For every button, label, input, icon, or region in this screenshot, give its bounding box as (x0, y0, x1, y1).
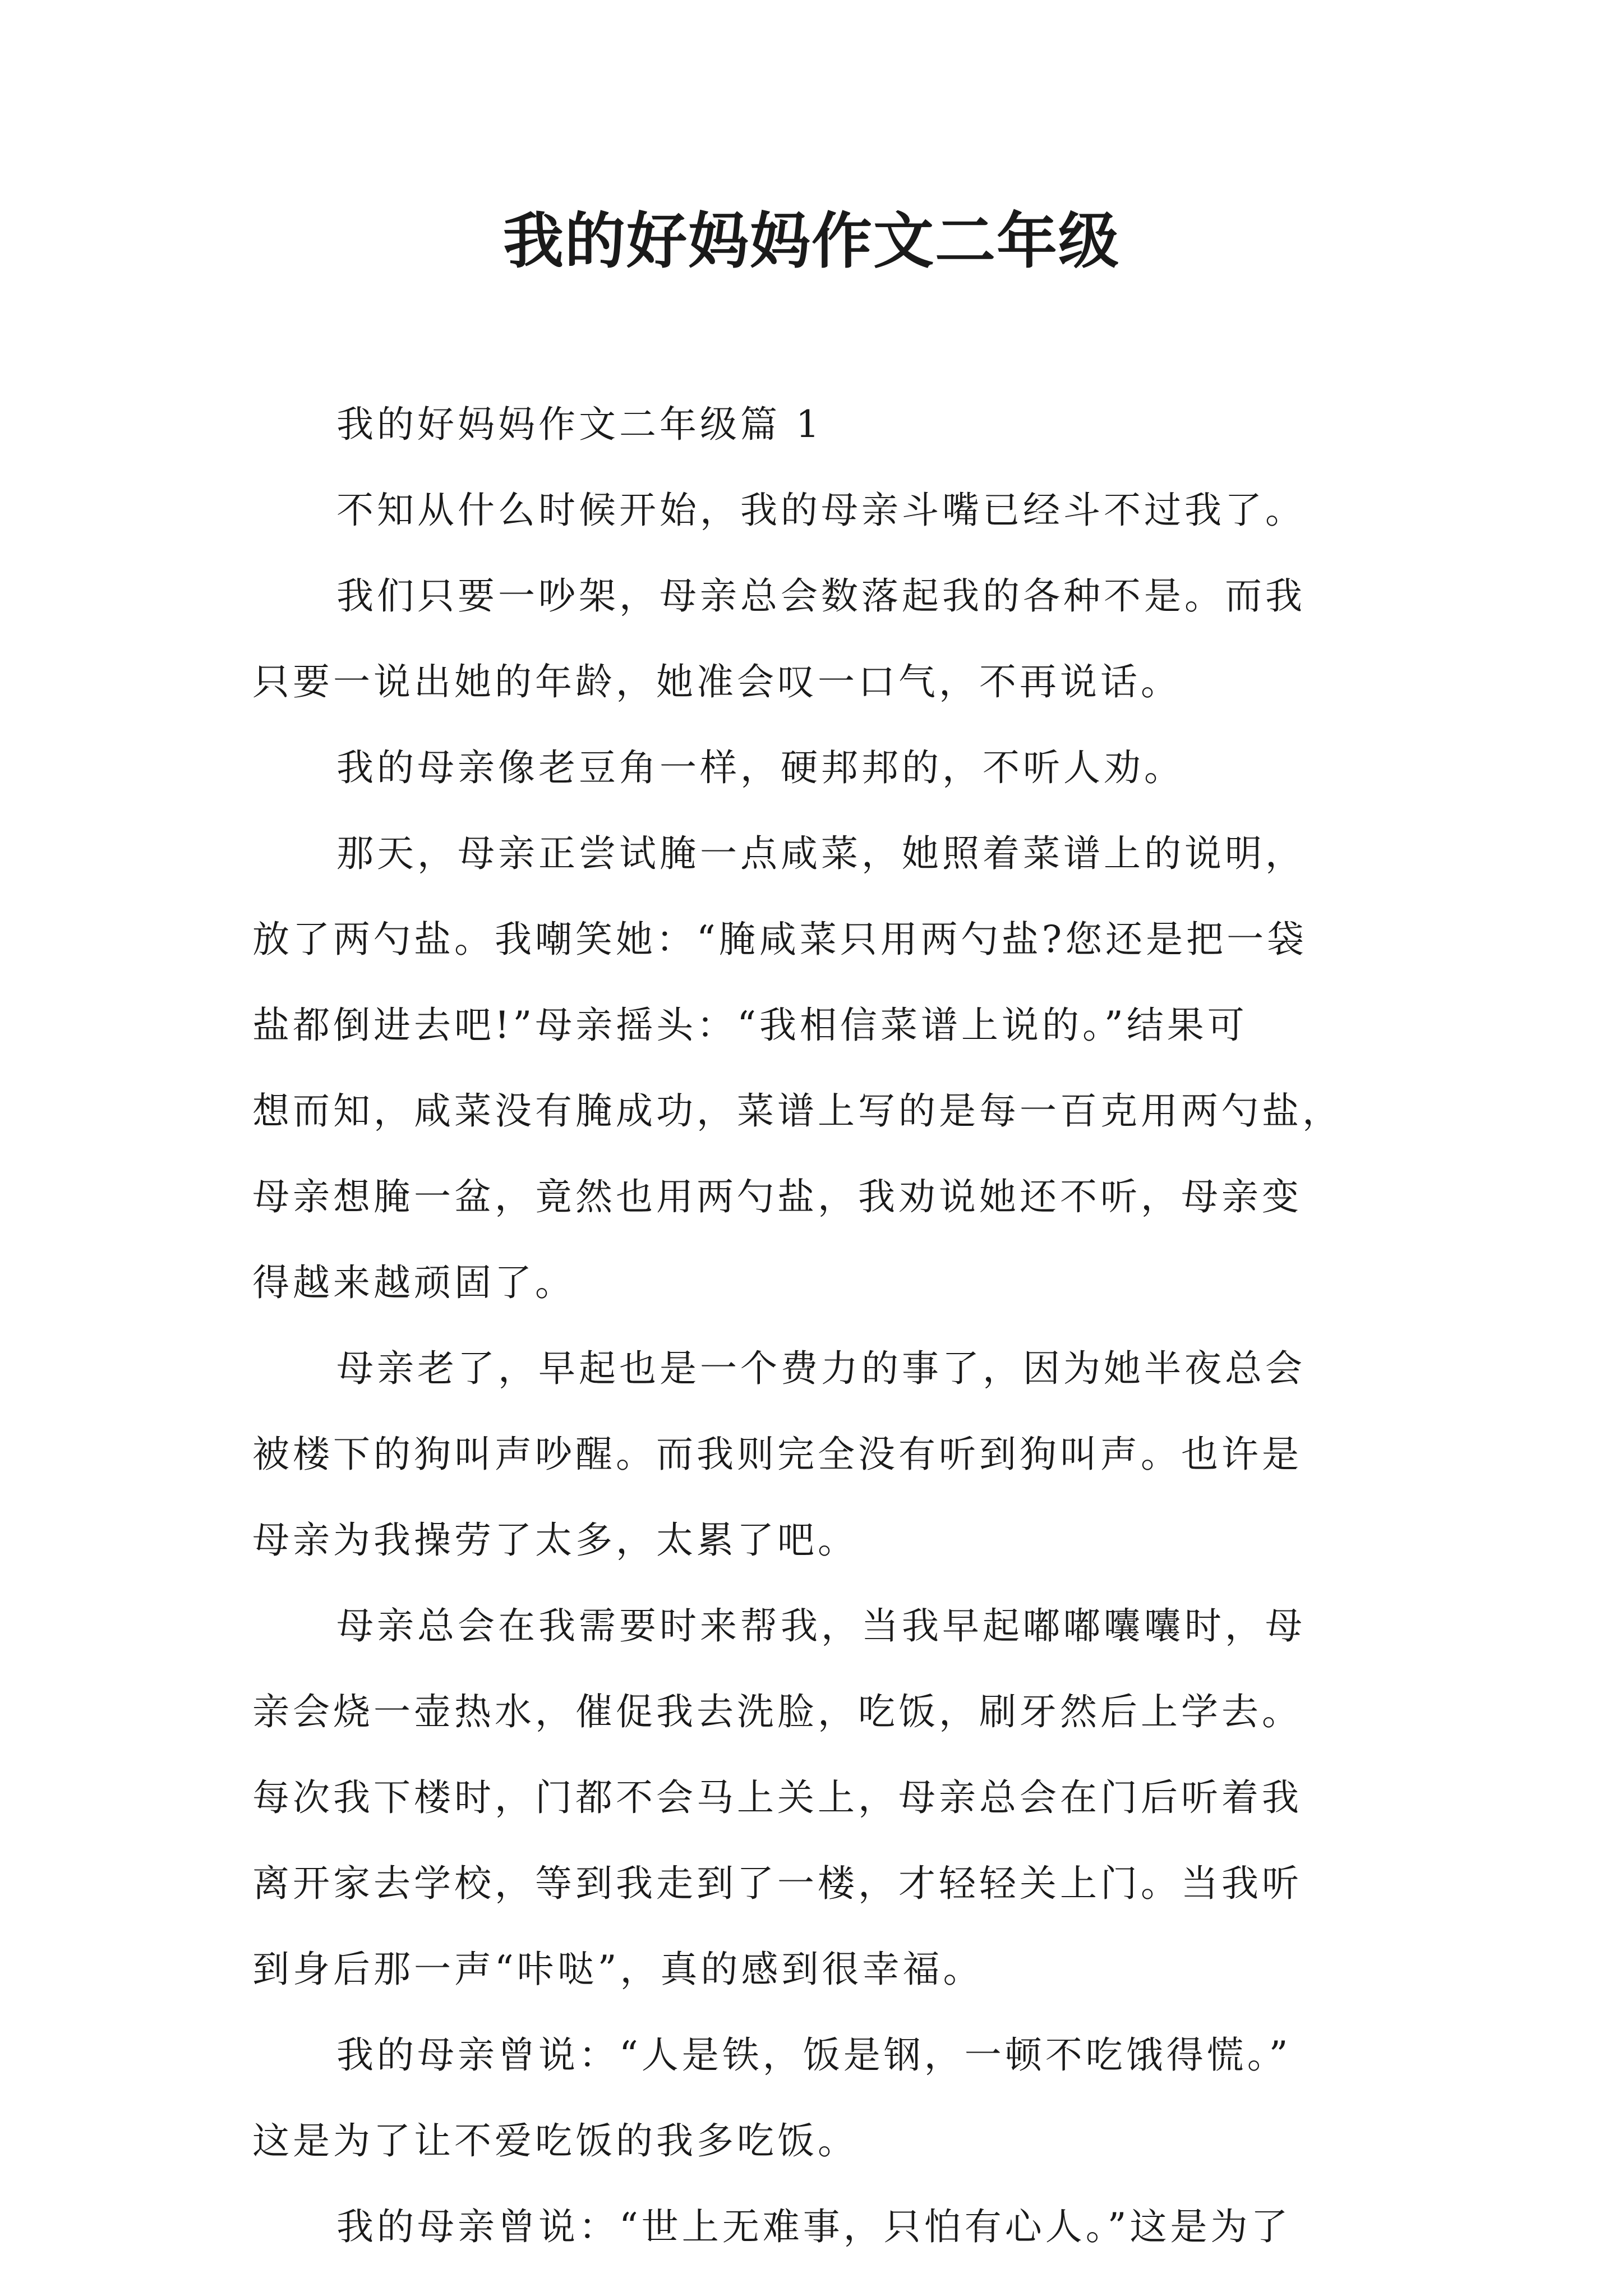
document-body (252, 381, 1396, 2270)
text-line: 这是为了让不爱吃饭的我多吃饭。 (252, 2119, 858, 2162)
text-line: 到身后那一声“咔哒”，真的感到很幸福。 (252, 1948, 984, 1991)
text-line: 盐都倒进去吧!”母亲摇头：“我相信菜谱上说的。”结果可 (252, 1004, 1248, 1047)
text-line: 每次我下楼时，门都不会马上关上，母亲总会在门后听着我 (252, 1776, 1302, 1819)
text-line: 母亲总会在我需要时来帮我，当我早起嘟嘟囔囔时，母 (336, 1604, 1306, 1648)
text-line: 我的好妈妈作文二年级篇 1 (336, 403, 823, 446)
text-line: 亲会烧一壶热水，催促我去洗脸，吃饭，刷牙然后上学去。 (252, 1690, 1302, 1733)
text-line: 不知从什么时候开始，我的母亲斗嘴已经斗不过我了。 (336, 489, 1306, 532)
text-line: 母亲想腌一盆，竟然也用两勺盐，我劝说她还不听，母亲变 (252, 1175, 1302, 1218)
text-line: 被楼下的狗叫声吵醒。而我则完全没有听到狗叫声。也许是 (252, 1433, 1302, 1476)
text-line: 离开家去学校，等到我走到了一楼，才轻轻关上门。当我听 (252, 1862, 1302, 1905)
document-title: 我的好妈妈作文二年级 (502, 206, 1120, 277)
text-line: 放了两勺盐。我嘲笑她：“腌咸菜只用两勺盐?您还是把一袋 (252, 918, 1308, 961)
text-line: 那天，母亲正尝试腌一点咸菜，她照着菜谱上的说明， (336, 832, 1306, 875)
text-line: 只要一说出她的年龄，她准会叹一口气，不再说话。 (252, 660, 1181, 703)
text-line: 母亲老了，早起也是一个费力的事了，因为她半夜总会 (336, 1347, 1306, 1390)
text-line: 想而知，咸菜没有腌成功，菜谱上写的是每一百克用两勺盐， (252, 1089, 1343, 1133)
text-line: 我的母亲曾说：“世上无难事，只怕有心人。”这是为了 (336, 2205, 1292, 2248)
text-line: 我们只要一吵架，母亲总会数落起我的各种不是。而我 (336, 574, 1306, 618)
text-line: 得越来越顽固了。 (252, 1261, 575, 1304)
text-line: 我的母亲曾说：“人是铁，饭是钢，一顿不吃饿得慌。” (336, 2033, 1292, 2077)
text-line: 我的母亲像老豆角一样，硬邦邦的，不听人劝。 (336, 746, 1184, 789)
text-line: 母亲为我操劳了太多，太累了吧。 (252, 1519, 858, 1562)
